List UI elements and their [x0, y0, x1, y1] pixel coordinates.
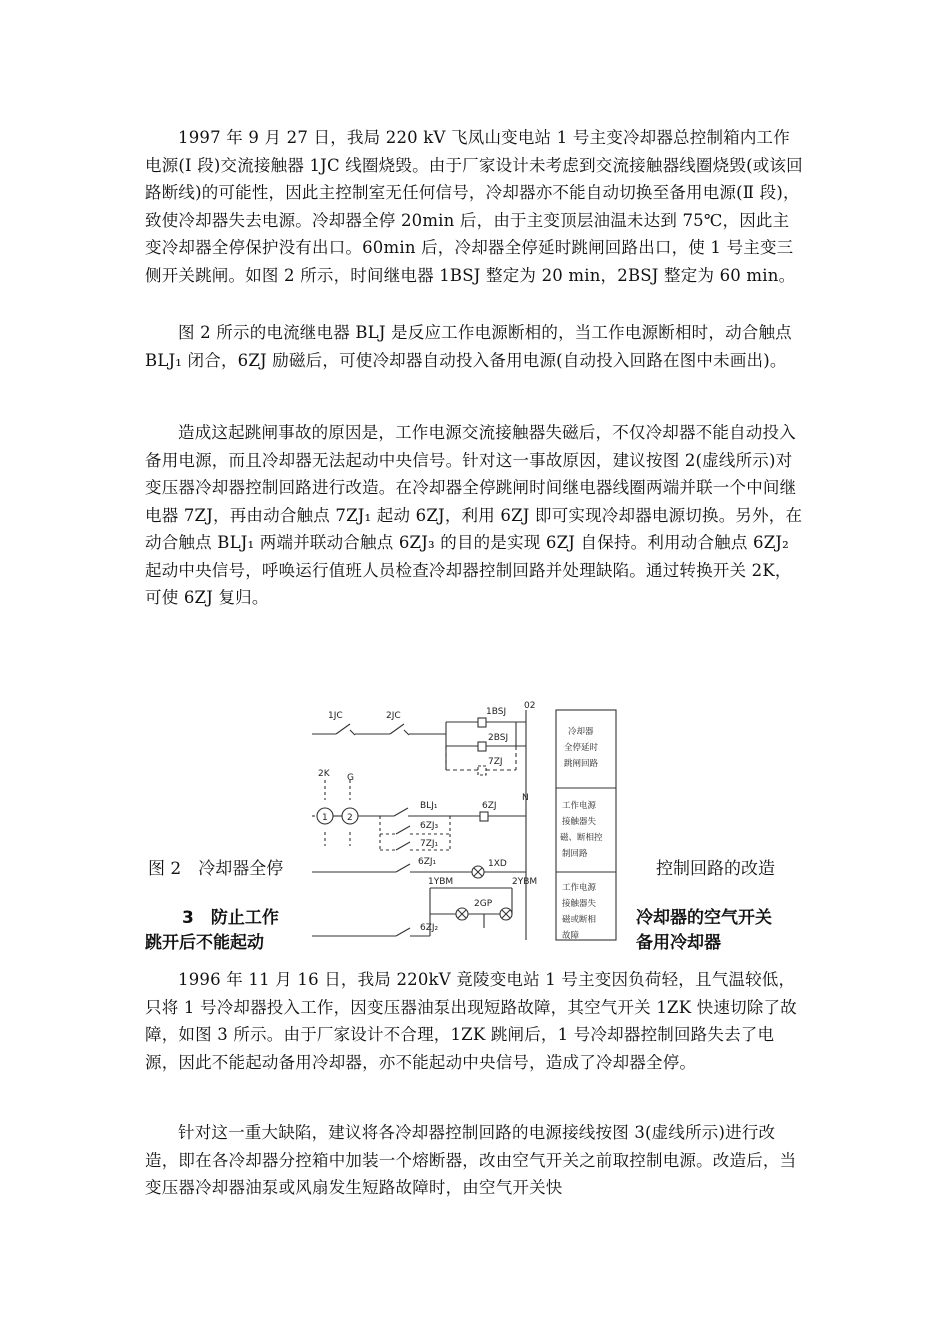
section-heading-right-line2: 备用冷却器 [636, 933, 721, 953]
section-heading-left-line2: 跳开后不能起动 [145, 933, 264, 953]
paragraph-1: 1997 年 9 月 27 日，我局 220 kV 飞凤山变电站 1 号主变冷却器总控制箱内工作电源(Ⅰ 段)交流接触器 1JC 线圈烧毁。由于厂家设计未考虑到交流接触器线圈烧毁(或该回路断线)的可能性，因此主控制室无任何信号，冷却器亦不能自动切换至备用电源(Ⅱ 段)，致使冷却器失去电源。冷却器全停 20min 后，由于主变顶层油温未达到 75℃，因此主变冷却器全停保护没有出口。60min 后，冷却器全停延时跳闸回路出口，使 1 号主变三侧开关跳闸。如图 2 所示，时间继电器 1BSJ 整定为 20 min，2BSJ 整定为 60 min。 [145, 128, 803, 285]
figure-caption-right: 控制回路的改造 [656, 859, 775, 879]
box1-line1: 冷却器 [568, 727, 594, 737]
box3-line2: 接触器失 [562, 899, 597, 909]
box2-line1: 工作电源 [562, 801, 597, 811]
box3-line4: 故障 [562, 931, 580, 941]
label-7zj1: 7ZJ₁ [420, 839, 439, 849]
label-bus-n: N [522, 793, 529, 803]
label-6zj: 6ZJ [482, 801, 497, 811]
label-6zj3: 6ZJ₃ [420, 821, 439, 831]
paragraph-4: 1996 年 11 月 16 日，我局 220kV 竟陵变电站 1 号主变因负荷轻，且气温较低，只将 1 号冷却器投入工作，因变压器油泵出现短路故障，其空气开关 1ZK 快速切除了故障，如图 3 所示。由于厂家设计不合理，1ZK 跳闸后，1 号冷却器控制回路失去了电源，因此不能起动备用冷却器，亦不能起动中央信号，造成了冷却器全停。 [145, 970, 797, 1072]
label-2jc: 2JC [386, 711, 401, 721]
box1-line3: 跳闸回路 [564, 759, 599, 769]
label-6zj1: 6ZJ₁ [418, 857, 437, 867]
circuit-diagram-figure-2 [300, 700, 630, 952]
label-blj1: BLJ₁ [420, 801, 438, 811]
paragraph-3: 造成这起跳闸事故的原因是，工作电源交流接触器失磁后，不仅冷却器不能自动投入备用电源，而且冷却器无法起动中央信号。针对这一事故原因，建议按图 2(虚线所示)对变压器冷却器控制回路进行改造。在冷却器全停跳闸时间继电器线圈两端并联一个中间继电器 7ZJ，再由动合触点 7ZJ₁ 起动 6ZJ，利用 6ZJ 即可实现冷却器电源切换。另外，在动合触点 BLJ₁ 两端并联动合触点 6ZJ₃ 的目的是实现 6ZJ 自保持。利用动合触点 6ZJ₂ 起动中央信号，呼唤运行值班人员检查冷却器控制回路并处理缺陷。通过转换开关 2K，可使 6ZJ 复归。 [145, 423, 803, 607]
label-2ybm: 2YBM [512, 877, 538, 887]
figure-caption-left: 图 2 冷却器全停 [148, 859, 284, 879]
label-7zj: 7ZJ [488, 757, 503, 767]
label-1jc: 1JC [328, 711, 343, 721]
label-1bsj: 1BSJ [486, 707, 507, 717]
box2-line3: 磁、断相控 [560, 833, 603, 843]
box3-line1: 工作电源 [562, 883, 597, 893]
label-1ybm: 1YBM [428, 877, 454, 887]
label-switch-1: 1 [322, 813, 328, 823]
label-2gp: 2GP [474, 899, 493, 909]
box2-line2: 接触器失 [562, 817, 597, 827]
label-2k: 2K [318, 769, 330, 779]
box2-line4: 制回路 [562, 849, 588, 859]
label-switch-2: 2 [347, 813, 353, 823]
label-1xd: 1XD [488, 859, 507, 869]
section-heading-left-line1: 3 防止工作 [182, 908, 279, 928]
box1-line2: 全停延时 [564, 743, 599, 753]
label-bus-02: 02 [524, 701, 536, 711]
label-2bsj: 2BSJ [488, 733, 509, 743]
box3-line3: 磁或断相 [562, 915, 597, 925]
paragraph-2: 图 2 所示的电流继电器 BLJ 是反应工作电源断相的，当工作电源断相时，动合触点 BLJ₁ 闭合，6ZJ 励磁后，可使冷却器自动投入备用电源(自动投入回路在图中未画出)。 [145, 323, 792, 370]
label-g: G [347, 773, 354, 783]
paragraph-5: 针对这一重大缺陷，建议将各冷却器控制回路的电源接线按图 3(虚线所示)进行改造，即在各冷却器分控箱中加装一个熔断器，改由空气开关之前取控制电源。改造后，当变压器冷却器油泵或风扇发生短路故障时，由空气开关快 [145, 1123, 797, 1197]
label-6zj2: 6ZJ₂ [420, 923, 439, 933]
section-heading-right-line1: 冷却器的空气开关 [636, 908, 772, 928]
